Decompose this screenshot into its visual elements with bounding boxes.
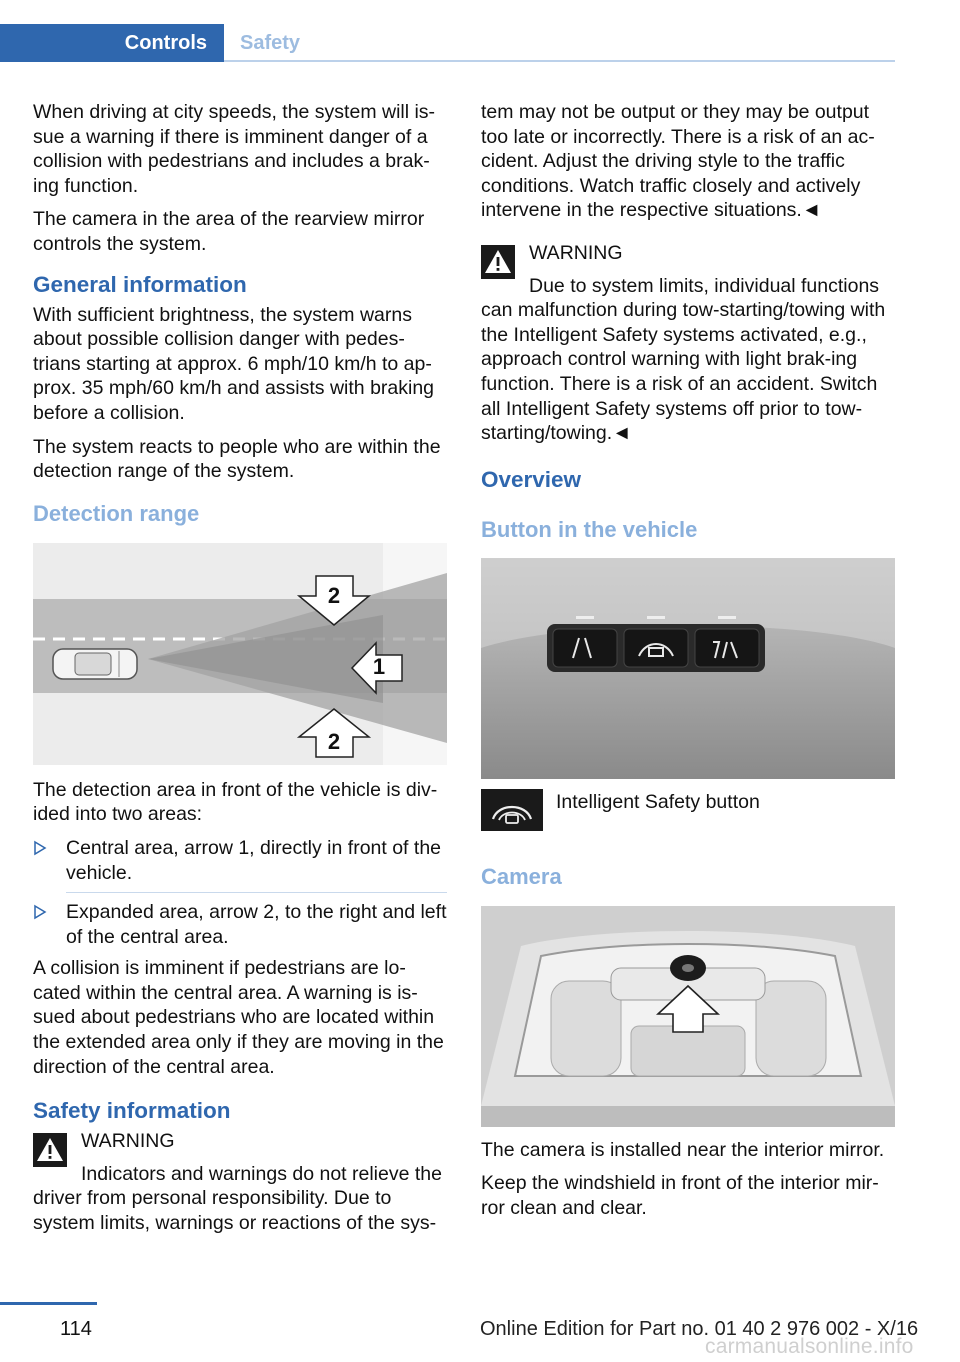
warning-triangle-icon (481, 245, 515, 279)
warning-block (481, 241, 895, 446)
bullet-triangle-icon (33, 904, 47, 920)
list-item-text: Expanded area, arrow 2, to the right and left of the central area. (66, 901, 447, 948)
camera-heading: Camera (481, 863, 562, 889)
arrow-1-label: 1 (372, 653, 386, 679)
general-paragraph-1: With sufficient brightness, the system warns about possible collision danger with pedes-trians starting at approx. 6 mph/10 km/h to ap-prox. 35 mph/60 km/h and assists with braking before a collision. (33, 303, 435, 424)
list-item (33, 836, 447, 885)
section-tabs (0, 24, 895, 62)
arrow-2-bottom-label: 2 (327, 728, 341, 754)
watermark: carmanualsonline.info (705, 1335, 914, 1358)
button-in-vehicle-heading: Button in the vehicle (481, 516, 698, 542)
edition-text: Online Edition for Part no. 01 40 2 976 002 - X/16 (480, 1318, 919, 1340)
camera-paragraph-1: The camera is installed near the interior mirror. (481, 1138, 885, 1161)
tab-controls[interactable]: Controls (0, 24, 224, 62)
imminent-collision-paragraph: A collision is imminent if pedestrians are lo-cated within the central area. A warning is is-sued about pedestrians who are located within the extended area only if they are moving in the direction of the central area. (33, 957, 444, 1078)
overview-heading: Overview (481, 466, 582, 492)
camera-location-photo (481, 906, 895, 1127)
intro-paragraph-2: The camera in the area of the rearview mirror controls the system. (33, 208, 425, 255)
detection-range-diagram (33, 543, 447, 765)
general-paragraph-2: The system reacts to people who are within the detection range of the system. (33, 435, 441, 483)
warning-block (33, 1129, 447, 1235)
footer-rule (0, 1302, 97, 1305)
detection-area-list (33, 836, 447, 949)
camera-paragraph-2: Keep the windshield in front of the interior mir-ror clean and clear. (481, 1172, 879, 1219)
list-item (33, 900, 447, 949)
bullet-triangle-icon (33, 840, 47, 856)
right-column (481, 100, 895, 1230)
tab-divider (224, 60, 895, 62)
tab-safety[interactable]: Safety (240, 31, 301, 54)
warning-text: Indicators and warnings do not relieve the driver from personal responsibility. Due to system limits, warnings or reactions of the sys- (33, 1162, 442, 1235)
warning-title: WARNING (529, 241, 623, 264)
safety-information-heading: Safety information (33, 1098, 231, 1124)
warning-title: WARNING (81, 1130, 175, 1153)
intelligent-safety-button-icon (481, 789, 543, 831)
detection-paragraph: The detection area in front of the vehicle is div-ided into two areas: (33, 778, 438, 826)
button-caption (481, 789, 895, 831)
list-divider (66, 892, 447, 893)
intro-paragraph-1: When driving at city speeds, the system will is-sue a warning if there is imminent danger of a collision with pedestrians and includes a brak-ing function. (33, 101, 436, 197)
page-number: 114 (60, 1318, 92, 1340)
intelligent-safety-button-photo (481, 558, 895, 779)
general-information-heading: General information (33, 271, 247, 297)
button-caption-text: Intelligent Safety button (556, 790, 760, 813)
warning-triangle-icon (33, 1133, 67, 1167)
list-item-text: Central area, arrow 1, directly in front of the vehicle. (66, 836, 442, 884)
arrow-2-top-label: 2 (327, 582, 341, 608)
warning-continued-paragraph: tem may not be output or they may be output too late or incorrectly. There is a risk of an ac-cident. Adjust the driving style to the traffic conditions. Watch traffic closely and actively intervene in the respective situations.◄ (481, 101, 875, 222)
warning-text: Due to system limits, individual functions can malfunction during tow-starting/towing with the Intelligent Safety systems activated, e.g., approach control warning with light brak-ing function. There is a risk of an accident. Switch all Intelligent Safety systems off prior to tow-starting/towing.◄ (481, 274, 886, 445)
detection-range-heading: Detection range (33, 500, 200, 526)
left-column (33, 100, 447, 1236)
